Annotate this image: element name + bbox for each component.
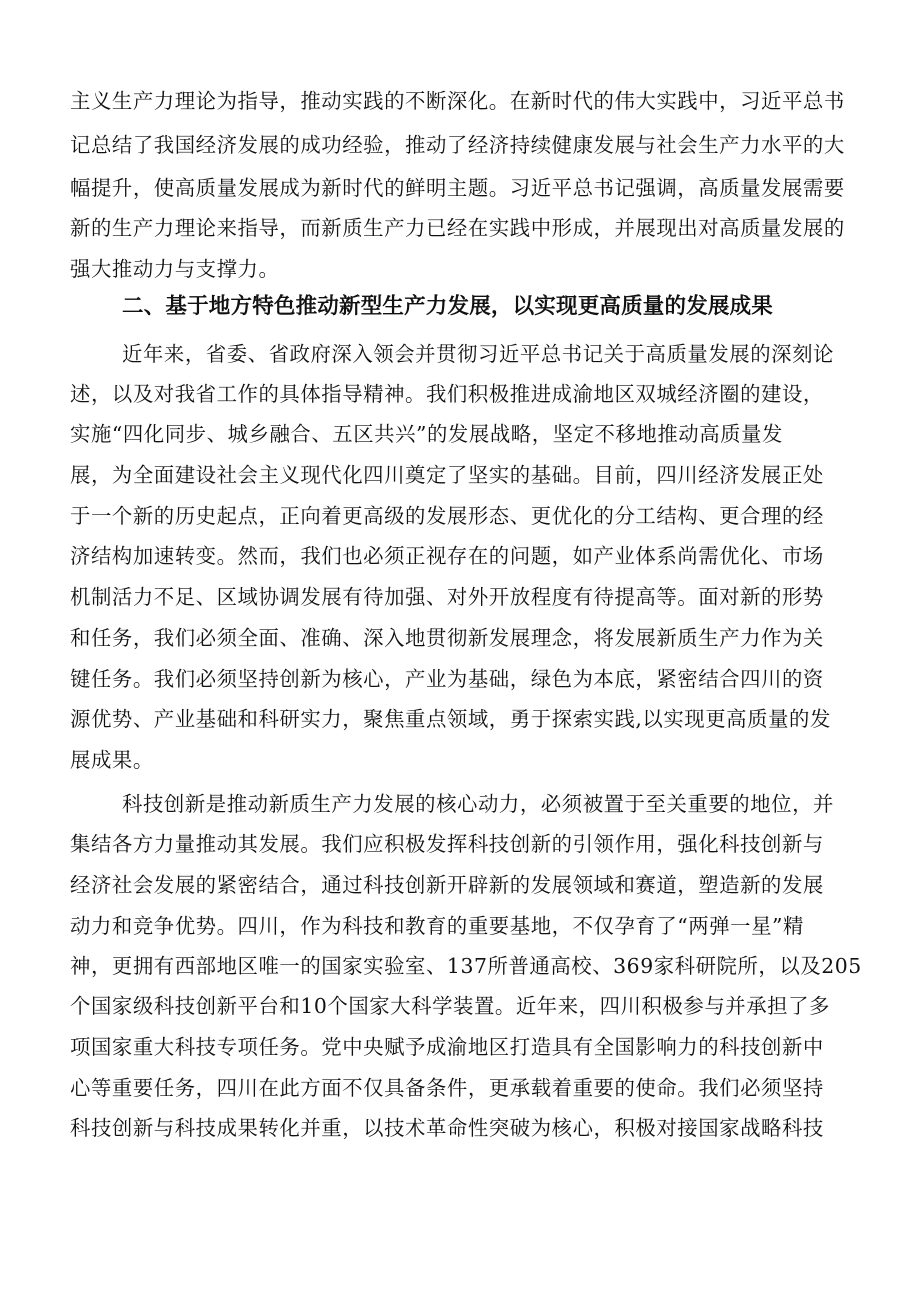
- text-line: 个国家级科技创新平台和10个国家大科学装置。近年来，四川积极参与并承担了多: [70, 994, 830, 1018]
- text-line: 经济社会发展的紧密结合，通过科技创新开辟新的发展领域和赛道，塑造新的发展: [70, 873, 824, 897]
- text-line: 源优势、产业基础和科研实力，聚焦重点领域，勇于探索实践,以实现更高质量的发: [70, 707, 831, 731]
- text-line: 心等重要任务，四川在此方面不仅具备条件，更承载着重要的使命。我们必须坚持: [70, 1076, 824, 1100]
- text-line: 机制活力不足、区域协调发展有待加强、对外开放程度有待提高等。面对新的形势: [70, 585, 824, 609]
- text-line: 动力和竞争优势。四川，作为科技和教育的重要基地，不仅孕育了“两弹一星”精: [70, 914, 804, 938]
- text-line: 项国家重大科技专项任务。党中央赋予成渝地区打造具有全国影响力的科技创新中: [70, 1035, 824, 1059]
- text-line: 强大推动力与支撑力。: [70, 257, 280, 281]
- text-line: 科技创新与科技成果转化并重，以技术革命性突破为核心，积极对接国家战略科技: [70, 1116, 824, 1140]
- text-line: 键任务。我们必须坚持创新为核心，产业为基础，绿色为本底，紧密结合四川的资: [70, 667, 824, 691]
- text-line: 近年来，省委、省政府深入领会并贯彻习近平总书记关于高质量发展的深刻论: [122, 342, 834, 366]
- text-line: 济结构加速转变。然而，我们也必须正视存在的问题，如产业体系尚需优化、市场: [70, 544, 824, 568]
- text-line: 神，更拥有西部地区唯一的国家实验室、137所普通高校、369家科研院所，以及205: [70, 954, 862, 978]
- text-line: 于一个新的历史起点，正向着更高级的发展形态、更优化的分工结构、更合理的经: [70, 504, 824, 528]
- section-heading: 二、基于地方特色推动新型生产力发展，以实现更高质量的发展成果: [122, 294, 774, 319]
- text-line: 和任务，我们必须全面、准确、深入地贯彻新发展理念，将发展新质生产力作为关: [70, 626, 824, 650]
- text-line: 展，为全面建设社会主义现代化四川奠定了坚实的基础。目前，四川经济发展正处: [70, 463, 824, 487]
- text-line: 实施“四化同步、城乡融合、五区共兴”的发展战略，坚定不移地推动高质量发: [70, 422, 783, 446]
- text-line: 科技创新是推动新质生产力发展的核心动力，必须被置于至关重要的地位，并: [122, 792, 834, 816]
- text-line: 主义生产力理论为指导，推动实践的不断深化。在新时代的伟大实践中，习近平总书: [70, 89, 845, 113]
- text-line: 记总结了我国经济发展的成功经验，推动了经济持续健康发展与社会生产力水平的大: [70, 133, 845, 157]
- text-line: 展成果。: [70, 748, 154, 772]
- text-line: 述，以及对我省工作的具体指导精神。我们积极推进成渝地区双城经济圈的建设，: [70, 382, 824, 406]
- text-line: 幅提升，使高质量发展成为新时代的鲜明主题。习近平总书记强调，高质量发展需要: [70, 176, 845, 200]
- text-line: 新的生产力理论来指导，而新质生产力已经在实践中形成，并展现出对高质量发展的: [70, 216, 845, 240]
- text-line: 集结各方力量推动其发展。我们应积极发挥科技创新的引领作用，强化科技创新与: [70, 832, 824, 856]
